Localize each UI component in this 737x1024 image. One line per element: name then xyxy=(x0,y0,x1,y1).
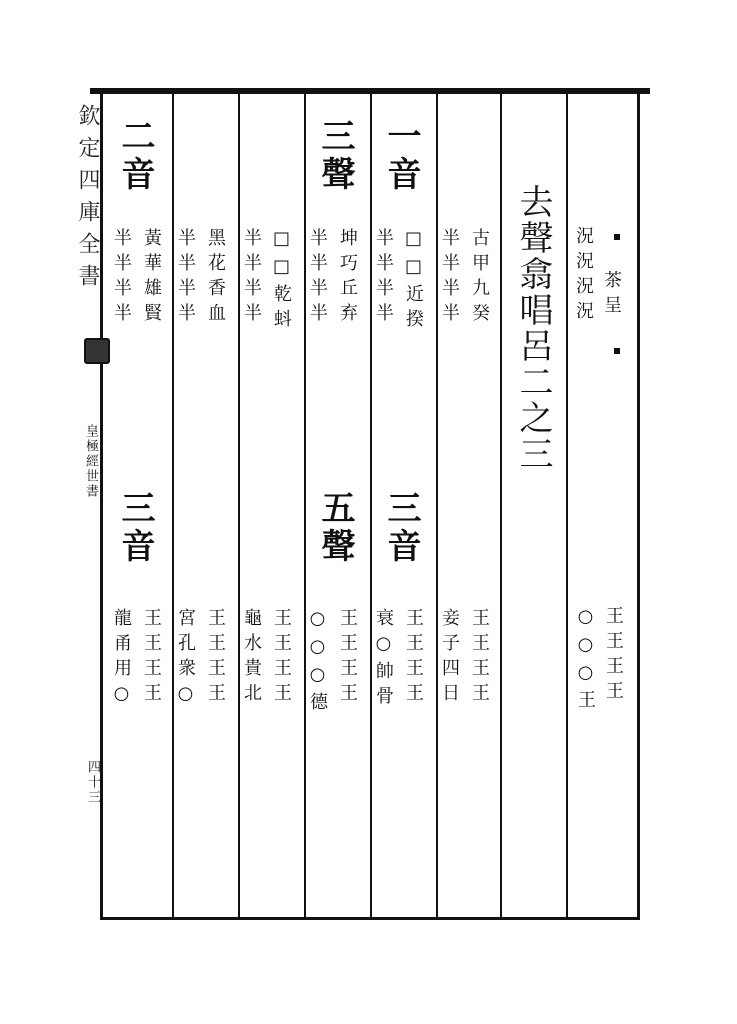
col3-lower: 王王王王 xyxy=(469,608,490,708)
col3-upper: 古甲九癸 xyxy=(469,228,490,328)
col5-lower-head: 三音 xyxy=(381,490,421,566)
col8-upper: 半半半半 xyxy=(307,228,328,328)
black-marker xyxy=(614,348,620,354)
col6-upper: 半半半半 xyxy=(373,228,394,328)
col7-upper: 坤巧丘弃 xyxy=(337,228,358,328)
col1-lower: ○○○王 xyxy=(575,606,596,715)
col10-upper: 半半半半 xyxy=(241,228,262,328)
col5-head: 一音 xyxy=(381,118,421,194)
col1-upper: 況況況況 xyxy=(573,226,594,326)
col7-lower: 王王王王 xyxy=(337,608,358,708)
col1-lower-2: 王王王王 xyxy=(603,606,624,706)
col5-upper: □□近揆 xyxy=(403,228,424,334)
col8-lower: ○○○德 xyxy=(307,608,328,717)
col14-upper: 半半半半 xyxy=(111,228,132,328)
column-rule xyxy=(238,94,240,920)
col4-upper: 半半半半 xyxy=(439,228,460,328)
black-marker xyxy=(614,234,620,240)
column-rule xyxy=(436,94,438,920)
column-rule xyxy=(566,94,568,920)
col13-head: 二音 xyxy=(115,118,155,194)
col5-lower: 王王王王 xyxy=(403,608,424,708)
col13-lower-head: 三音 xyxy=(115,490,155,566)
column-rule xyxy=(370,94,372,920)
col14-lower: 龍甬用○ xyxy=(111,608,132,711)
col13-upper: 黃華雄賢 xyxy=(141,228,162,328)
col1-head: 茶呈 xyxy=(601,270,622,320)
col6-lower: 衰○帥骨 xyxy=(373,608,394,711)
col9-upper: □□乾蚪 xyxy=(271,228,292,334)
column-rule xyxy=(172,94,174,920)
edge-title: 欽定四庫全書 xyxy=(75,104,100,296)
page-number: 四十三 xyxy=(85,760,100,805)
book-name: 皇極經世書 xyxy=(83,424,98,499)
section-title: 去聲翕唱呂二之三 xyxy=(513,184,553,472)
col11-upper: 黑花香血 xyxy=(205,228,226,328)
col12-upper: 半半半半 xyxy=(175,228,196,328)
col9-lower: 王王王王 xyxy=(271,608,292,708)
col12-lower: 宮孔衆○ xyxy=(175,608,196,711)
col10-lower: 龜水貴北 xyxy=(241,608,262,708)
col11-lower: 王王王王 xyxy=(205,608,226,708)
column-rule xyxy=(304,94,306,920)
col13-lower: 王王王王 xyxy=(141,608,162,708)
col4-lower: 妾子四日 xyxy=(439,608,460,708)
column-rule xyxy=(500,94,502,920)
col7-head: 三聲 xyxy=(315,118,355,194)
fishtail-mark xyxy=(84,338,110,364)
col7-lower-head: 五聲 xyxy=(315,490,355,566)
